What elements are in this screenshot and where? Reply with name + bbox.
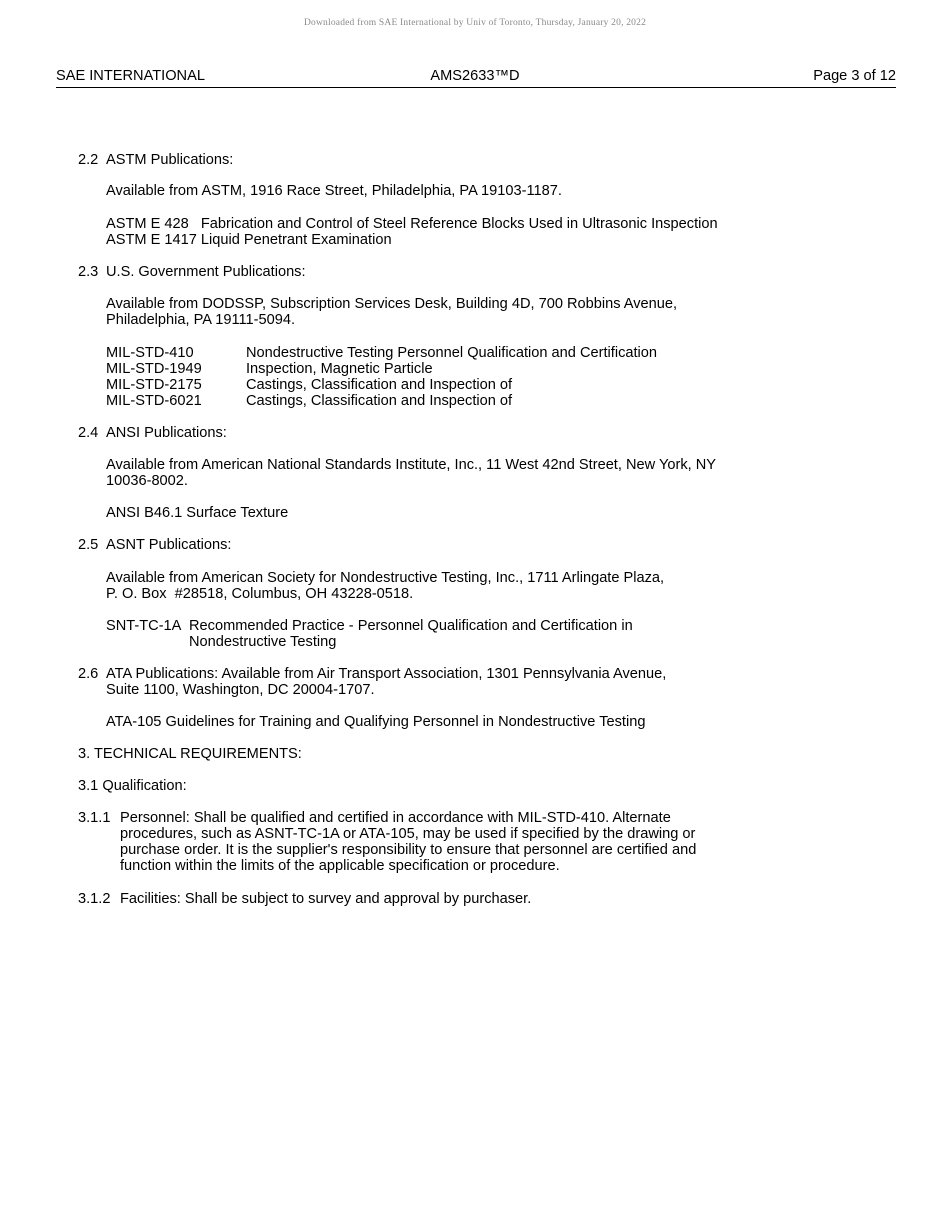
mil-ref-title: Inspection, Magnetic Particle	[246, 361, 433, 377]
astm-ref-e428: ASTM E 428 Fabrication and Control of Steel Reference Blocks Used in Ultrasonic Inspection	[106, 216, 718, 232]
ansi-ref: ANSI B46.1 Surface Texture	[106, 505, 289, 521]
section-2-3-number: 2.3	[78, 264, 99, 280]
paragraph-3-1-1-line: Personnel: Shall be qualified and certified in accordance with MIL-STD-410. Alternate	[120, 810, 671, 826]
paragraph-3-1-2-number: 3.1.2	[78, 891, 111, 907]
ata-ref: ATA-105 Guidelines for Training and Qualifying Personnel in Nondestructive Testing	[106, 714, 646, 730]
mil-ref-code: MIL-STD-2175	[106, 377, 202, 393]
paragraph-3-1-1-line: function within the limits of the applicable specification or procedure.	[120, 858, 560, 874]
section-2-6-text-line-1: ATA Publications: Available from Air Transport Association, 1301 Pennsylvania Avenue,	[106, 666, 667, 682]
section-3-1-heading: 3.1 Qualification:	[78, 778, 187, 794]
section-2-4-available-line-2: 10036-8002.	[106, 473, 188, 489]
header-page-number: Page 3 of 12	[813, 68, 896, 84]
paragraph-3-1-2-text: Facilities: Shall be subject to survey and approval by purchaser.	[120, 891, 532, 907]
asnt-ref-code: SNT-TC-1A	[106, 618, 182, 634]
download-watermark: Downloaded from SAE International by Univ of Toronto, Thursday, January 20, 2022	[303, 18, 647, 28]
section-2-3-available-line-2: Philadelphia, PA 19111-5094.	[106, 312, 296, 328]
header-org: SAE INTERNATIONAL	[56, 68, 205, 84]
mil-ref-title: Castings, Classification and Inspection of	[246, 377, 513, 393]
paragraph-3-1-1-line: procedures, such as ASNT-TC-1A or ATA-105, may be used if specified by the drawing or	[120, 826, 696, 842]
mil-ref-code: MIL-STD-1949	[106, 361, 202, 377]
section-2-2-number: 2.2	[78, 152, 99, 168]
section-2-5-available-line-1: Available from American Society for Nondestructive Testing, Inc., 1711 Arlingate Plaza,	[106, 570, 665, 586]
section-2-3-title: U.S. Government Publications:	[106, 264, 306, 280]
section-2-5-available-line-2: P. O. Box #28518, Columbus, OH 43228-0518.	[106, 586, 414, 602]
section-2-5-title: ASNT Publications:	[106, 537, 232, 553]
astm-ref-e1417: ASTM E 1417 Liquid Penetrant Examination	[106, 232, 392, 248]
mil-ref-title: Nondestructive Testing Personnel Qualification and Certification	[246, 345, 658, 361]
mil-ref-code: MIL-STD-6021	[106, 393, 202, 409]
section-2-2-available: Available from ASTM, 1916 Race Street, Philadelphia, PA 19103-1187.	[106, 183, 562, 199]
section-2-2-title: ASTM Publications:	[106, 152, 234, 168]
mil-ref-code: MIL-STD-410	[106, 345, 194, 361]
header-rule	[56, 87, 896, 88]
section-3-heading: 3. TECHNICAL REQUIREMENTS:	[78, 746, 302, 762]
section-2-4-title: ANSI Publications:	[106, 425, 227, 441]
header-doc-id: AMS2633™D	[430, 68, 520, 84]
section-2-5-number: 2.5	[78, 537, 99, 553]
asnt-ref-title-line-2: Nondestructive Testing	[189, 634, 337, 650]
mil-ref-title: Castings, Classification and Inspection of	[246, 393, 513, 409]
section-2-6-text-line-2: Suite 1100, Washington, DC 20004-1707.	[106, 682, 375, 698]
section-2-6-number: 2.6	[78, 666, 99, 682]
asnt-ref-title-line-1: Recommended Practice - Personnel Qualification and Certification in	[189, 618, 633, 634]
paragraph-3-1-1-number: 3.1.1	[78, 810, 111, 826]
paragraph-3-1-1-line: purchase order. It is the supplier's responsibility to ensure that personnel are certified and	[120, 842, 697, 858]
section-2-3-available-line-1: Available from DODSSP, Subscription Services Desk, Building 4D, 700 Robbins Avenue,	[106, 296, 678, 312]
section-2-4-available-line-1: Available from American National Standards Institute, Inc., 11 West 42nd Street, New York, NY	[106, 457, 717, 473]
section-2-4-number: 2.4	[78, 425, 99, 441]
